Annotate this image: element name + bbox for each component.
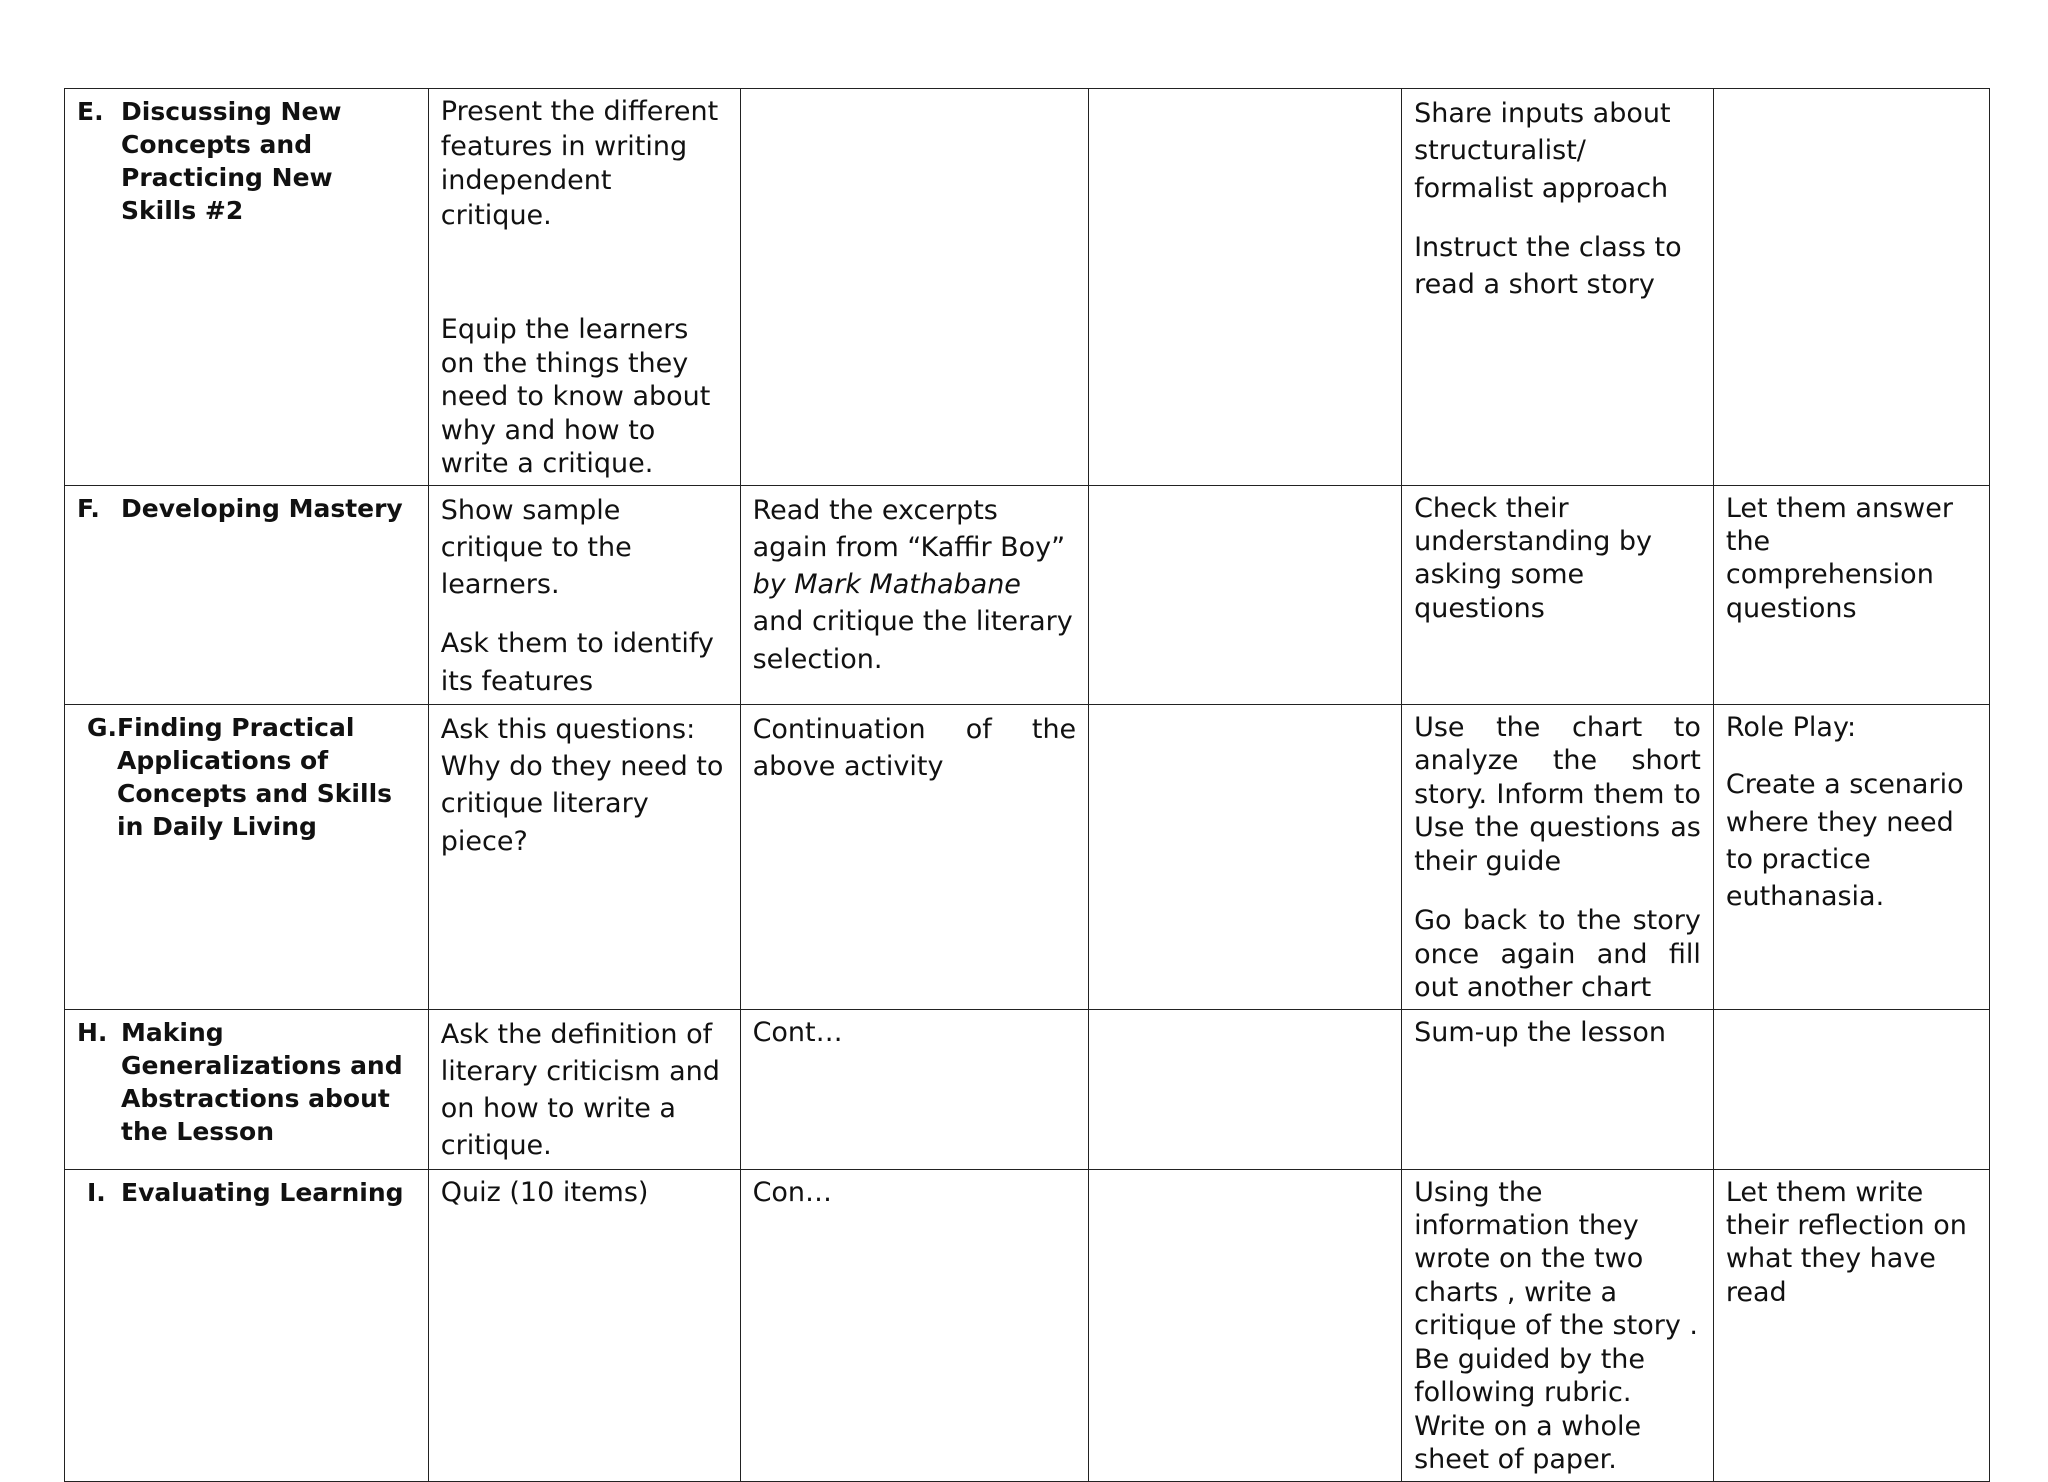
row-letter: G. [87, 712, 118, 742]
cell-text: Share inputs about structuralist/ formalist approach [1414, 98, 1671, 204]
row-heading: Discussing New Concepts and Practicing New Skills #2 [121, 97, 342, 225]
table-cell [1713, 1009, 1989, 1169]
row-heading-cell [65, 89, 429, 486]
table-row [65, 1169, 1990, 1481]
table-cell [1713, 704, 1989, 1009]
cell-text-plain: and critique the literary selection. [752, 606, 1073, 675]
table-row [65, 1009, 1990, 1169]
cell-text: Present the different features in writing independent critique. [440, 96, 719, 231]
table-cell [740, 89, 1089, 486]
table-cell [1402, 89, 1714, 486]
row-heading: Evaluating Learning [121, 1177, 404, 1207]
table-cell: Ask the definition of literary criticism and on how to write a critique. [428, 1009, 740, 1169]
table-row [65, 89, 1990, 486]
table-cell: Cont… [740, 1009, 1089, 1169]
cell-text: Role Play: [1725, 711, 1857, 743]
cell-text: Instruct the class to read a short story [1414, 231, 1682, 300]
cell-text: Equip the learners on the things they need to know about why and how to write a critique. [440, 314, 711, 480]
cell-text: Create a scenario where they need to practice euthanasia. [1725, 769, 1964, 912]
cell-text [753, 492, 1077, 678]
table-cell: Check their understanding by asking some questions [1402, 485, 1714, 704]
table-cell: Let them write their reflection on what they have read [1713, 1169, 1989, 1481]
row-heading-cell [65, 1009, 429, 1169]
row-heading: Making Generalizations and Abstractions about the Lesson [121, 1017, 403, 1146]
table-cell [428, 89, 740, 486]
cell-text: Go back to the story once again and fill out another chart [1414, 905, 1701, 1004]
table-cell: Ask this questions: Why do they need to critique literary piece? [428, 704, 740, 1009]
table-cell [1713, 89, 1989, 486]
cell-text-plain: Read the excerpts again from “Kaffir Boy” [752, 494, 1066, 563]
table-cell: Quiz (10 items) [428, 1169, 740, 1481]
row-letter: F. [77, 493, 100, 523]
table-cell: Sum-up the lesson [1402, 1009, 1714, 1169]
table-cell [740, 485, 1089, 704]
cell-text-italic: by Mark Mathabane [752, 569, 1021, 601]
cell-text: Use the chart to analyze the short story. Inform them to Use the questions as their guide [1414, 711, 1701, 877]
row-heading: Finding Practical Applications of Concepts and Skills in Daily Living [117, 712, 393, 841]
table-cell [1089, 1169, 1402, 1481]
cell-text: Ask them to identify its features [440, 628, 714, 697]
table-cell [740, 704, 1089, 1009]
table-cell [428, 485, 740, 704]
table-cell [1089, 89, 1402, 486]
table-cell [1089, 485, 1402, 704]
row-letter: E. [77, 97, 104, 126]
row-letter: H. [77, 1017, 108, 1047]
row-heading: Developing Mastery [121, 493, 403, 523]
table-cell: Con… [740, 1169, 1089, 1481]
row-letter: I. [87, 1177, 106, 1207]
cell-text: Continuation of the above activity [752, 713, 1077, 783]
table-row [65, 704, 1990, 1009]
row-heading-cell [65, 704, 429, 1009]
table-cell [1089, 704, 1402, 1009]
table-cell: Let them answer the comprehension questions [1713, 485, 1989, 704]
row-heading-cell [65, 1169, 429, 1481]
table-cell [1402, 704, 1714, 1009]
row-heading-cell [65, 485, 429, 704]
table-cell [1089, 1009, 1402, 1169]
lesson-plan-table [64, 88, 1990, 1482]
cell-text: Show sample critique to the learners. [440, 494, 632, 601]
table-row [65, 485, 1990, 704]
table-cell: Using the information they wrote on the two charts , write a critique of the story . Be guided by the following rubric. Write on a whole sheet of paper. [1402, 1169, 1714, 1481]
